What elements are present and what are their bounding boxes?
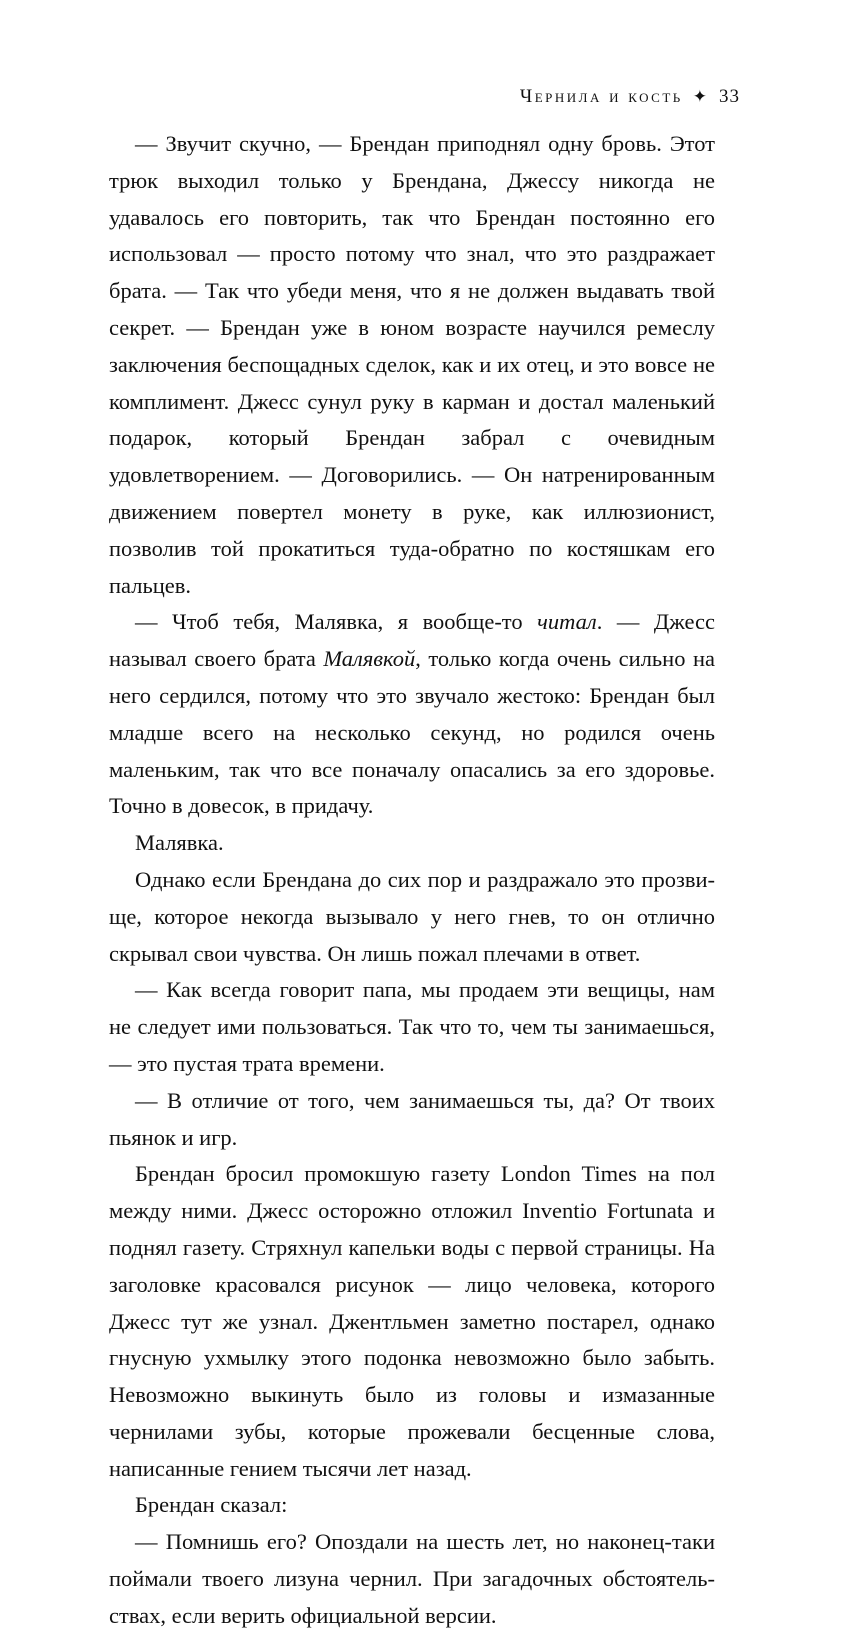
paragraph: — В отличие от того, чем занимаешься ты, да? От твоих пьянок и игр. bbox=[109, 1087, 715, 1150]
paragraph: — Звучит скучно, — Брендан приподнял одну бровь. Этот трюк выходил только у Брендана, Джессу никогда не удавалось его повторить, так что Брендан постоянно его использовал — просто потому что знал, что это раздражает брата. — Так что убеди меня, что я не должен выдавать твой секрет. — Брендан уже в юном возрасте научился ремеслу заключения беспощадных сделок, как и их отец, и это вовсе не комплимент. Джесс сунул руку в карман и достал маленький подарок, который Брендан забрал с очевидным удовлетворением. — Договорились. — Он натренированным движением повертел монету в руке, как иллюзионист, позволив той прокатиться туда-обратно по костяшкам его пальцев. bbox=[109, 131, 715, 598]
paragraph: — Помнишь его? Опоздали на шесть лет, но наконец-таки поймали твоего лизуна чернил. При загадочных обстоятельствах, если верить официальной версии. bbox=[109, 1529, 715, 1628]
paragraph: Брендан сказал: bbox=[135, 1492, 288, 1518]
body-text bbox=[109, 126, 715, 1635]
page-number: 33 bbox=[719, 86, 740, 107]
paragraph: Малявка. bbox=[135, 830, 224, 856]
separator-ornament-icon: ✦ bbox=[692, 87, 709, 106]
running-head bbox=[110, 86, 740, 108]
italic-emphasis: Малявкой bbox=[323, 646, 416, 672]
paragraph: Брендан бросил промокшую газету London Times на пол между ними. Джесс осторожно отложил Inventio Fortunata и поднял газету. Стряхнул капельки воды с первой страницы. На заголовке красовался рисунок — лицо человека, которого Джесс тут же узнал. Джентльмен заметно постарел, однако гнусную ухмылку этого подонка невозможно было забыть. Невозможно выкинуть было из головы и измазанные чернилами зубы, которые прожевали бесценные слова, написанные гением тысячи лет назад. bbox=[109, 1161, 715, 1481]
paragraph: — Как всегда говорит папа, мы продаем эти вещицы, нам не следует ими пользоваться. Так что то, чем ты занимаешься, — это пустая трата времени. bbox=[109, 977, 715, 1076]
paragraph: Однако если Брендана до сих пор и раздражало это прозвище, которое некогда вызывало у него гнев, то он отлично скрывал свои чувства. Он лишь пожал плечами в ответ. bbox=[109, 866, 715, 966]
paragraph: — Чтоб тебя, Малявка, я вообще-то читал. — Джесс называл своего брата Малявкой, только когда очень сильно на него сердился, потому что это звучало жестоко: Брендан был младше всего на несколько секунд, но родился очень маленьким, так что все поначалу опасались за его здоровье. Точно в довесок, в придачу. bbox=[109, 609, 715, 819]
italic-emphasis: читал bbox=[537, 609, 597, 635]
book-title: Чернила и кость bbox=[519, 86, 683, 107]
